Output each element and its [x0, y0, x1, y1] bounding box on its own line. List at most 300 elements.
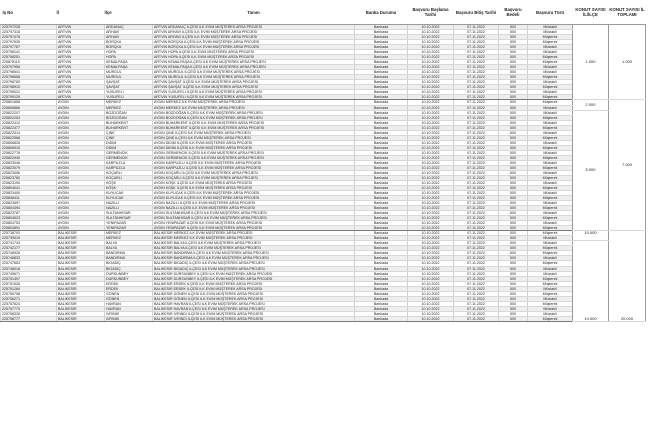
- cell-ilce[interactable]: ERDEK: [105, 281, 153, 286]
- cell-il[interactable]: BALIKESİR: [57, 301, 105, 306]
- cell-il[interactable]: AYDIN: [57, 125, 105, 130]
- cell-basvuru-turu[interactable]: Müşterek: [528, 155, 573, 160]
- cell-bedel[interactable]: 500: [499, 160, 528, 165]
- cell-banka-durumu[interactable]: Bankada: [355, 45, 408, 50]
- cell-basvuru-turu[interactable]: Müstakil: [528, 170, 573, 175]
- cell-is-no[interactable]: 225797318: [1, 30, 57, 35]
- cell-baslama-tarihi[interactable]: 10.10.2022: [408, 296, 454, 301]
- cell-baslama-tarihi[interactable]: 10.10.2022: [408, 125, 454, 130]
- cell-il[interactable]: BALIKESİR: [57, 276, 105, 281]
- cell-bitis-tarihi[interactable]: 07.11.2022: [454, 266, 499, 271]
- cell-baslama-tarihi[interactable]: 10.10.2022: [408, 221, 454, 226]
- cell-ilce[interactable]: BALYA: [105, 241, 153, 246]
- col-header-konut-ilce[interactable]: KONUT SAYISI İL/İLÇE: [573, 0, 609, 25]
- cell-basvuru-turu[interactable]: Müşterek: [528, 251, 573, 256]
- cell-is-no[interactable]: 225822778: [1, 150, 57, 155]
- cell-is-no[interactable]: 225747663: [1, 261, 57, 266]
- cell-ilce[interactable]: HOPA: [105, 55, 153, 60]
- cell-baslama-tarihi[interactable]: 10.10.2022: [408, 251, 454, 256]
- cell-bitis-tarihi[interactable]: 07.11.2022: [454, 196, 499, 201]
- cell-banka-durumu[interactable]: Bankada: [355, 201, 408, 206]
- cell-il[interactable]: AYDIN: [57, 201, 105, 206]
- cell-basvuru-turu[interactable]: Müşterek: [528, 60, 573, 65]
- cell-bitis-tarihi[interactable]: 07.11.2022: [454, 291, 499, 296]
- cell-bedel[interactable]: 500: [499, 25, 528, 30]
- cell-basvuru-turu[interactable]: Müstakil: [528, 256, 573, 261]
- cell-bedel[interactable]: 500: [499, 100, 528, 105]
- cell-is-no[interactable]: 225756271: [1, 296, 57, 301]
- cell-il[interactable]: AYDIN: [57, 120, 105, 125]
- cell-bedel[interactable]: 500: [499, 211, 528, 216]
- cell-banka-durumu[interactable]: Bankada: [355, 55, 408, 60]
- cell-is-no[interactable]: 225751026: [1, 281, 57, 286]
- cell-tanim[interactable]: AYDIN GERMENCİK İLÇESİ İLK EVİM MÜŞTEREK ARSA PROJESİ: [153, 155, 355, 160]
- cell-banka-durumu[interactable]: Bankada: [355, 125, 408, 130]
- cell-basvuru-turu[interactable]: Müstakil: [528, 241, 573, 246]
- cell-bitis-tarihi[interactable]: 07.11.2022: [454, 80, 499, 85]
- cell-bedel[interactable]: 500: [499, 125, 528, 130]
- cell-is-no[interactable]: 225798910: [1, 85, 57, 90]
- cell-tanim[interactable]: AYDIN YENİPAZAR İLÇESİ İLK EVİM MÜŞTEREK ARSA PROJESİ: [153, 221, 355, 226]
- cell-bitis-tarihi[interactable]: 07.11.2022: [454, 226, 499, 231]
- cell-is-no[interactable]: 225822477: [1, 125, 57, 130]
- cell-banka-durumu[interactable]: Bankada: [355, 180, 408, 185]
- cell-ilce[interactable]: KARPUZLU: [105, 165, 153, 170]
- cell-bedel[interactable]: 500: [499, 281, 528, 286]
- cell-is-no[interactable]: 225875119: [1, 60, 57, 65]
- cell-ilce[interactable]: KARPUZLU: [105, 160, 153, 165]
- cell-tanim[interactable]: ARTVİN ARHAVİ İLÇESİ İLK EVİM MÜŞTEREK ARSA PROJESİ: [153, 35, 355, 40]
- cell-is-no[interactable]: 225822940: [1, 155, 57, 160]
- cell-is-no[interactable]: 225797635: [1, 40, 57, 45]
- cell-bedel[interactable]: 500: [499, 221, 528, 226]
- cell-bedel[interactable]: 500: [499, 90, 528, 95]
- cell-is-no[interactable]: 225798251: [1, 55, 57, 60]
- cell-baslama-tarihi[interactable]: 10.10.2022: [408, 256, 454, 261]
- cell-banka-durumu[interactable]: Bankada: [355, 150, 408, 155]
- cell-tanim[interactable]: AYDIN BUHARKENT İLÇESİ İLK EVİM MÜŞTEREK ARSA PROJESİ: [153, 125, 355, 130]
- cell-baslama-tarihi[interactable]: 10.10.2022: [408, 271, 454, 276]
- cell-is-no[interactable]: 225806826: [1, 140, 57, 145]
- cell-tanim[interactable]: ARTVİN BORÇKA İLÇESİ İLK EVİM MÜŞTEREK ARSA PROJESİ: [153, 45, 355, 50]
- cell-tanim[interactable]: ARTVİN ARDANUÇ İLÇESİ İLK EVİM MÜŞTEREK ARSA PROJESİ: [153, 25, 355, 30]
- cell-bedel[interactable]: 500: [499, 276, 528, 281]
- cell-tanim[interactable]: AYDIN KOÇARLI İLÇESİ İLK EVİM MÜŞTEREK ARSA PROJESİ: [153, 175, 355, 180]
- cell-bedel[interactable]: 500: [499, 216, 528, 221]
- cell-baslama-tarihi[interactable]: 10.10.2022: [408, 35, 454, 40]
- cell-il[interactable]: ARTVİN: [57, 95, 105, 100]
- cell-basvuru-turu[interactable]: Müstakil: [528, 180, 573, 185]
- cell-bedel[interactable]: 500: [499, 110, 528, 115]
- cell-banka-durumu[interactable]: Bankada: [355, 40, 408, 45]
- cell-is-no[interactable]: 225751264: [1, 286, 57, 291]
- cell-tanim[interactable]: AYDIN KUYUCAK İLÇESİ İLK EVİM MÜŞTEREK ARSA PROJESİ: [153, 191, 355, 196]
- cell-il[interactable]: ARTVİN: [57, 60, 105, 65]
- cell-il[interactable]: ARTVİN: [57, 85, 105, 90]
- cell-banka-durumu[interactable]: Bankada: [355, 211, 408, 216]
- cell-bitis-tarihi[interactable]: 07.11.2022: [454, 40, 499, 45]
- cell-banka-durumu[interactable]: Bankada: [355, 281, 408, 286]
- cell-basvuru-turu[interactable]: Müşterek: [528, 145, 573, 150]
- cell-bitis-tarihi[interactable]: 07.11.2022: [454, 216, 499, 221]
- cell-il[interactable]: AYDIN: [57, 140, 105, 145]
- cell-basvuru-turu[interactable]: Müstakil: [528, 65, 573, 70]
- cell-is-no[interactable]: 225804623: [1, 216, 57, 221]
- cell-basvuru-turu[interactable]: Müstakil: [528, 80, 573, 85]
- cell-baslama-tarihi[interactable]: 10.10.2022: [408, 105, 454, 110]
- cell-baslama-tarihi[interactable]: 10.10.2022: [408, 30, 454, 35]
- cell-il[interactable]: BALIKESİR: [57, 251, 105, 256]
- cell-is-no[interactable]: 225823400: [1, 191, 57, 196]
- cell-ilce[interactable]: DİDİM: [105, 145, 153, 150]
- cell-ilce[interactable]: KUYUCAK: [105, 191, 153, 196]
- cell-is-no[interactable]: 225798541: [1, 70, 57, 75]
- cell-bedel[interactable]: 500: [499, 236, 528, 241]
- cell-banka-durumu[interactable]: Bankada: [355, 231, 408, 236]
- cell-basvuru-turu[interactable]: Müstakil: [528, 201, 573, 206]
- cell-bedel[interactable]: 500: [499, 135, 528, 140]
- cell-is-no[interactable]: 225755798: [1, 291, 57, 296]
- cell-bitis-tarihi[interactable]: 07.11.2022: [454, 311, 499, 316]
- cell-baslama-tarihi[interactable]: 10.10.2022: [408, 90, 454, 95]
- cell-basvuru-turu[interactable]: Müstakil: [528, 266, 573, 271]
- cell-tanim[interactable]: AYDIN BOZDOĞAN İLÇESİ İLK EVİM MÜŞTEREK ARSA PROJESİ: [153, 110, 355, 115]
- cell-banka-durumu[interactable]: Bankada: [355, 85, 408, 90]
- col-header-konut-il[interactable]: KONUT SAYISI İL TOPLAMI: [609, 0, 646, 25]
- cell-tanim[interactable]: AYDIN ÇİNE İLÇESİ İLK EVİM MÜŞTEREK ARSA PROJESİ: [153, 130, 355, 135]
- cell-banka-durumu[interactable]: Bankada: [355, 266, 408, 271]
- cell-tanim[interactable]: AYDIN BOZDOĞAN İLÇESİ İLK EVİM MÜŞTEREK ARSA PROJESİ: [153, 115, 355, 120]
- cell-tanim[interactable]: AYDIN KÖŞK İLÇESİ İLK EVİM MÜŞTEREK ARSA PROJESİ: [153, 186, 355, 191]
- cell-tanim[interactable]: ARTVİN ŞAVŞAT İLÇESİ İLK EVİM MÜŞTEREK ARSA PROJESİ: [153, 85, 355, 90]
- cell-banka-durumu[interactable]: Bankada: [355, 155, 408, 160]
- cell-bedel[interactable]: 500: [499, 145, 528, 150]
- cell-is-no[interactable]: 225801658: [1, 100, 57, 105]
- cell-bitis-tarihi[interactable]: 07.11.2022: [454, 155, 499, 160]
- cell-banka-durumu[interactable]: Bankada: [355, 236, 408, 241]
- cell-baslama-tarihi[interactable]: 10.10.2022: [408, 160, 454, 165]
- cell-il[interactable]: ARTVİN: [57, 50, 105, 55]
- cell-basvuru-turu[interactable]: Müşterek: [528, 100, 573, 105]
- cell-baslama-tarihi[interactable]: 10.10.2022: [408, 55, 454, 60]
- cell-banka-durumu[interactable]: Bankada: [355, 276, 408, 281]
- cell-bedel[interactable]: 500: [499, 296, 528, 301]
- cell-il[interactable]: BALIKESİR: [57, 316, 105, 321]
- cell-tanim[interactable]: BALIKESİR DURSUNBEY İLÇESİ İLK EVİM MÜŞTEREK ARSA PROJESİ: [153, 276, 355, 281]
- cell-bedel[interactable]: 500: [499, 266, 528, 271]
- cell-il[interactable]: BALIKESİR: [57, 246, 105, 251]
- cell-il[interactable]: AYDIN: [57, 180, 105, 185]
- cell-ilce[interactable]: KOÇARLI: [105, 170, 153, 175]
- cell-bedel[interactable]: 500: [499, 70, 528, 75]
- cell-il[interactable]: BALIKESİR: [57, 231, 105, 236]
- cell-ilce[interactable]: GERMENCİK: [105, 150, 153, 155]
- cell-ilce[interactable]: KÖŞK: [105, 186, 153, 191]
- cell-baslama-tarihi[interactable]: 10.10.2022: [408, 196, 454, 201]
- cell-bedel[interactable]: 500: [499, 231, 528, 236]
- cell-il[interactable]: BALIKESİR: [57, 286, 105, 291]
- cell-il[interactable]: AYDIN: [57, 105, 105, 110]
- cell-is-no[interactable]: 225798783: [1, 80, 57, 85]
- cell-is-no[interactable]: 225822253: [1, 115, 57, 120]
- cell-bitis-tarihi[interactable]: 07.11.2022: [454, 296, 499, 301]
- cell-tanim[interactable]: ARTVİN HOPA İLÇESİ İLK EVİM MÜŞTEREK ARSA PROJESİ: [153, 50, 355, 55]
- cell-is-no[interactable]: 225749671: [1, 271, 57, 276]
- cell-banka-durumu[interactable]: Bankada: [355, 110, 408, 115]
- cell-il[interactable]: ARTVİN: [57, 75, 105, 80]
- cell-tanim[interactable]: AYDIN DİDİM İLÇESİ İLK EVİM MÜŞTEREK ARSA PROJESİ: [153, 140, 355, 145]
- cell-is-no[interactable]: 225822568: [1, 135, 57, 140]
- cell-bitis-tarihi[interactable]: 07.11.2022: [454, 125, 499, 130]
- cell-tanim[interactable]: AYDIN DİDİM İLÇESİ İLK EVİM MÜŞTEREK ARSA PROJESİ: [153, 145, 355, 150]
- cell-tanim[interactable]: BALIKESİR HAVRAN İLÇESİ İLK EVİM MÜŞTEREK ARSA PROJESİ: [153, 301, 355, 306]
- cell-banka-durumu[interactable]: Bankada: [355, 140, 408, 145]
- cell-basvuru-turu[interactable]: Müstakil: [528, 130, 573, 135]
- cell-banka-durumu[interactable]: Bankada: [355, 191, 408, 196]
- cell-baslama-tarihi[interactable]: 10.10.2022: [408, 135, 454, 140]
- cell-bedel[interactable]: 500: [499, 105, 528, 110]
- cell-tanim[interactable]: AYDIN NAZİLLİ İLÇESİ İLK EVİM MÜŞTEREK ARSA PROJESİ: [153, 206, 355, 211]
- cell-banka-durumu[interactable]: Bankada: [355, 100, 408, 105]
- cell-banka-durumu[interactable]: Bankada: [355, 286, 408, 291]
- cell-basvuru-turu[interactable]: Müşterek: [528, 85, 573, 90]
- cell-il[interactable]: ARTVİN: [57, 70, 105, 75]
- cell-basvuru-turu[interactable]: Müstakil: [528, 306, 573, 311]
- cell-bedel[interactable]: 500: [499, 180, 528, 185]
- cell-il[interactable]: AYDIN: [57, 100, 105, 105]
- col-header-basvuru-turu[interactable]: Başvuru Türü: [528, 0, 573, 25]
- cell-basvuru-turu[interactable]: Müstakil: [528, 50, 573, 55]
- cell-is-no[interactable]: 225799129: [1, 95, 57, 100]
- cell-bitis-tarihi[interactable]: 07.11.2022: [454, 276, 499, 281]
- cell-bitis-tarihi[interactable]: 07.11.2022: [454, 135, 499, 140]
- cell-il[interactable]: BALIKESİR: [57, 296, 105, 301]
- cell-il[interactable]: AYDIN: [57, 216, 105, 221]
- cell-tanim[interactable]: AYDIN ÇİNE İLÇESİ İLK EVİM MÜŞTEREK ARSA PROJESİ: [153, 135, 355, 140]
- cell-bitis-tarihi[interactable]: 07.11.2022: [454, 191, 499, 196]
- cell-is-no[interactable]: 225823697: [1, 201, 57, 206]
- cell-banka-durumu[interactable]: Bankada: [355, 251, 408, 256]
- cell-tanim[interactable]: BALIKESİR İVRİNDİ İLÇESİ İLK EVİM MÜŞTEREK ARSA PROJESİ: [153, 311, 355, 316]
- cell-is-no[interactable]: 225822207: [1, 110, 57, 115]
- cell-bedel[interactable]: 500: [499, 191, 528, 196]
- cell-bedel[interactable]: 500: [499, 50, 528, 55]
- cell-basvuru-turu[interactable]: Müstakil: [528, 45, 573, 50]
- cell-basvuru-turu[interactable]: Müşterek: [528, 206, 573, 211]
- col-header-tanim[interactable]: Tanım: [153, 0, 355, 25]
- cell-bedel[interactable]: 500: [499, 226, 528, 231]
- cell-ilce[interactable]: BUHARKENT: [105, 125, 153, 130]
- cell-baslama-tarihi[interactable]: 10.10.2022: [408, 40, 454, 45]
- cell-basvuru-turu[interactable]: Müşterek: [528, 35, 573, 40]
- cell-bedel[interactable]: 500: [499, 30, 528, 35]
- cell-banka-durumu[interactable]: Bankada: [355, 206, 408, 211]
- cell-banka-durumu[interactable]: Bankada: [355, 95, 408, 100]
- cell-il[interactable]: BALIKESİR: [57, 256, 105, 261]
- cell-il[interactable]: ARTVİN: [57, 40, 105, 45]
- cell-il[interactable]: AYDIN: [57, 211, 105, 216]
- cell-baslama-tarihi[interactable]: 10.10.2022: [408, 80, 454, 85]
- cell-ilce[interactable]: DİDİM: [105, 140, 153, 145]
- cell-tanim[interactable]: AYDIN YENİPAZAR İLÇESİ İLK EVİM MÜŞTEREK ARSA PROJESİ: [153, 226, 355, 231]
- cell-baslama-tarihi[interactable]: 10.10.2022: [408, 301, 454, 306]
- cell-bitis-tarihi[interactable]: 07.11.2022: [454, 150, 499, 155]
- cell-is-no[interactable]: 225797226: [1, 25, 57, 30]
- cell-tanim[interactable]: ARTVİN MURGUL İLÇESİ İLK EVİM MÜŞTEREK ARSA PROJESİ: [153, 75, 355, 80]
- cell-il[interactable]: BALIKESİR: [57, 306, 105, 311]
- cell-banka-durumu[interactable]: Bankada: [355, 165, 408, 170]
- cell-tanim[interactable]: BALIKESİR BALYA İLÇESİ İLK EVİM MÜŞTEREK ARSA PROJESİ: [153, 241, 355, 246]
- cell-tanim[interactable]: BALIKESİR DURSUNBEY İLÇESİ İLK EVİM MÜŞTEREK ARSA PROJESİ: [153, 271, 355, 276]
- cell-tanim[interactable]: BALIKESİR BANDIRMA İLÇESİ İLK EVİM MÜŞTEREK ARSA PROJESİ: [153, 256, 355, 261]
- cell-baslama-tarihi[interactable]: 10.10.2022: [408, 145, 454, 150]
- cell-basvuru-turu[interactable]: Müstakil: [528, 211, 573, 216]
- cell-is-no[interactable]: 225804394: [1, 206, 57, 211]
- cell-is-no[interactable]: 225799021: [1, 90, 57, 95]
- cell-bedel[interactable]: 500: [499, 45, 528, 50]
- cell-is-no[interactable]: 225797767: [1, 45, 57, 50]
- cell-bitis-tarihi[interactable]: 07.11.2022: [454, 221, 499, 226]
- cell-is-no[interactable]: 225822412: [1, 120, 57, 125]
- cell-banka-durumu[interactable]: Bankada: [355, 60, 408, 65]
- cell-banka-durumu[interactable]: Bankada: [355, 306, 408, 311]
- cell-tanim[interactable]: ARTVİN BORÇKA İLÇESİ İLK EVİM MÜŞTEREK ARSA PROJESİ: [153, 40, 355, 45]
- cell-bedel[interactable]: 500: [499, 155, 528, 160]
- cell-il[interactable]: AYDIN: [57, 115, 105, 120]
- cell-tanim[interactable]: AYDIN KUYUCAK İLÇESİ İLK EVİM MÜŞTEREK ARSA PROJESİ: [153, 196, 355, 201]
- cell-basvuru-turu[interactable]: Müşterek: [528, 261, 573, 266]
- cell-bedel[interactable]: 500: [499, 316, 528, 321]
- cell-ilce[interactable]: ARHAVİ: [105, 30, 153, 35]
- cell-baslama-tarihi[interactable]: 10.10.2022: [408, 165, 454, 170]
- cell-tanim[interactable]: AYDIN NAZİLLİ İLÇESİ İLK EVİM MÜŞTEREK ARSA PROJESİ: [153, 201, 355, 206]
- cell-bedel[interactable]: 500: [499, 206, 528, 211]
- cell-baslama-tarihi[interactable]: 10.10.2022: [408, 130, 454, 135]
- cell-basvuru-turu[interactable]: Müstakil: [528, 286, 573, 291]
- cell-is-no[interactable]: 225758777: [1, 316, 57, 321]
- cell-baslama-tarihi[interactable]: 10.10.2022: [408, 175, 454, 180]
- cell-basvuru-turu[interactable]: Müstakil: [528, 160, 573, 165]
- cell-ilce[interactable]: ŞAVŞAT: [105, 80, 153, 85]
- cell-tanim[interactable]: AYDIN BUHARKENT İLÇESİ İLK EVİM MÜŞTEREK ARSA PROJESİ: [153, 120, 355, 125]
- cell-tanim[interactable]: BALIKESİR BANDIRMA İLÇESİ İLK EVİM MÜŞTEREK ARSA PROJESİ: [153, 251, 355, 256]
- cell-basvuru-turu[interactable]: Müstakil: [528, 140, 573, 145]
- cell-banka-durumu[interactable]: Bankada: [355, 186, 408, 191]
- cell-il[interactable]: AYDIN: [57, 155, 105, 160]
- cell-basvuru-turu[interactable]: Müstakil: [528, 150, 573, 155]
- cell-baslama-tarihi[interactable]: 10.10.2022: [408, 180, 454, 185]
- cell-bitis-tarihi[interactable]: 07.11.2022: [454, 206, 499, 211]
- cell-il[interactable]: ARTVİN: [57, 55, 105, 60]
- cell-bedel[interactable]: 500: [499, 201, 528, 206]
- cell-bitis-tarihi[interactable]: 07.11.2022: [454, 115, 499, 120]
- cell-bitis-tarihi[interactable]: 07.11.2022: [454, 306, 499, 311]
- cell-tanim[interactable]: ARTVİN ARHAVİ İLÇESİ İLK EVİM MÜŞTEREK ARSA PROJESİ: [153, 30, 355, 35]
- cell-is-no[interactable]: 225741743: [1, 241, 57, 246]
- cell-bitis-tarihi[interactable]: 07.11.2022: [454, 140, 499, 145]
- cell-ilce[interactable]: SULTANHİSAR: [105, 216, 153, 221]
- cell-il[interactable]: BALIKESİR: [57, 291, 105, 296]
- cell-baslama-tarihi[interactable]: 10.10.2022: [408, 120, 454, 125]
- cell-ilce[interactable]: HAVRAN: [105, 306, 153, 311]
- cell-baslama-tarihi[interactable]: 10.10.2022: [408, 291, 454, 296]
- cell-bitis-tarihi[interactable]: 07.11.2022: [454, 246, 499, 251]
- cell-banka-durumu[interactable]: Bankada: [355, 105, 408, 110]
- cell-baslama-tarihi[interactable]: 10.10.2022: [408, 60, 454, 65]
- cell-ilce[interactable]: İVRİNDİ: [105, 311, 153, 316]
- cell-bedel[interactable]: 500: [499, 170, 528, 175]
- cell-banka-durumu[interactable]: Bankada: [355, 30, 408, 35]
- cell-is-no[interactable]: 225806866: [1, 105, 57, 110]
- cell-basvuru-turu[interactable]: Müstakil: [528, 271, 573, 276]
- cell-is-no[interactable]: 225746833: [1, 256, 57, 261]
- cell-il[interactable]: BALIKESİR: [57, 281, 105, 286]
- cell-il[interactable]: AYDIN: [57, 170, 105, 175]
- cell-banka-durumu[interactable]: Bankada: [355, 25, 408, 30]
- cell-baslama-tarihi[interactable]: 10.10.2022: [408, 50, 454, 55]
- cell-basvuru-turu[interactable]: Müşterek: [528, 115, 573, 120]
- cell-bedel[interactable]: 500: [499, 130, 528, 135]
- cell-ilce[interactable]: DURSUNBEY: [105, 276, 153, 281]
- cell-ilce[interactable]: BOZDOĞAN: [105, 115, 153, 120]
- cell-is-no[interactable]: 225822514: [1, 130, 57, 135]
- cell-tanim[interactable]: BALIKESİR ERDEK İLÇESİ İLK EVİM MÜŞTEREK ARSA PROJESİ: [153, 281, 355, 286]
- cell-basvuru-turu[interactable]: Müşterek: [528, 226, 573, 231]
- cell-basvuru-turu[interactable]: Müstakil: [528, 25, 573, 30]
- cell-baslama-tarihi[interactable]: 10.10.2022: [408, 115, 454, 120]
- cell-is-no[interactable]: 225823046: [1, 160, 57, 165]
- cell-bitis-tarihi[interactable]: 07.11.2022: [454, 165, 499, 170]
- cell-basvuru-turu[interactable]: Müstakil: [528, 221, 573, 226]
- cell-is-no[interactable]: 225806915: [1, 145, 57, 150]
- cell-bedel[interactable]: 500: [499, 65, 528, 70]
- cell-ilce[interactable]: YENİPAZAR: [105, 226, 153, 231]
- cell-ilce[interactable]: BANDIRMA: [105, 256, 153, 261]
- cell-banka-durumu[interactable]: Bankada: [355, 160, 408, 165]
- cell-ilce[interactable]: NAZİLLİ: [105, 201, 153, 206]
- cell-bedel[interactable]: 500: [499, 120, 528, 125]
- cell-bitis-tarihi[interactable]: 07.11.2022: [454, 45, 499, 50]
- cell-ilce[interactable]: SULTANHİSAR: [105, 211, 153, 216]
- cell-il[interactable]: ARTVİN: [57, 65, 105, 70]
- cell-bitis-tarihi[interactable]: 07.11.2022: [454, 75, 499, 80]
- cell-il[interactable]: ARTVİN: [57, 80, 105, 85]
- cell-bedel[interactable]: 500: [499, 186, 528, 191]
- cell-bitis-tarihi[interactable]: 07.11.2022: [454, 110, 499, 115]
- cell-tanim[interactable]: AYDIN MERKEZ İLK EVİM MÜŞTEREK ARSA PROJESİ: [153, 100, 355, 105]
- cell-banka-durumu[interactable]: Bankada: [355, 241, 408, 246]
- cell-banka-durumu[interactable]: Bankada: [355, 196, 408, 201]
- cell-basvuru-turu[interactable]: Müstakil: [528, 191, 573, 196]
- cell-baslama-tarihi[interactable]: 10.10.2022: [408, 206, 454, 211]
- cell-tanim[interactable]: BALIKESİR ERDEK İLÇESİ İLK EVİM MÜŞTEREK ARSA PROJESİ: [153, 286, 355, 291]
- cell-basvuru-turu[interactable]: Müşterek: [528, 316, 573, 321]
- cell-is-no[interactable]: 225746528: [1, 251, 57, 256]
- cell-baslama-tarihi[interactable]: 10.10.2022: [408, 246, 454, 251]
- cell-is-no[interactable]: 225798658: [1, 75, 57, 80]
- col-header-bedel[interactable]: Başvuru Bedeli: [499, 0, 528, 25]
- cell-banka-durumu[interactable]: Bankada: [355, 120, 408, 125]
- cell-bedel[interactable]: 500: [499, 175, 528, 180]
- cell-tanim[interactable]: AYDIN KOÇARLI İLÇESİ İLK EVİM MÜŞTEREK ARSA PROJESİ: [153, 170, 355, 175]
- cell-il[interactable]: AYDIN: [57, 191, 105, 196]
- cell-il[interactable]: AYDIN: [57, 110, 105, 115]
- cell-bitis-tarihi[interactable]: 07.11.2022: [454, 180, 499, 185]
- cell-bitis-tarihi[interactable]: 07.11.2022: [454, 85, 499, 90]
- cell-baslama-tarihi[interactable]: 10.10.2022: [408, 281, 454, 286]
- cell-basvuru-turu[interactable]: Müşterek: [528, 281, 573, 286]
- cell-banka-durumu[interactable]: Bankada: [355, 311, 408, 316]
